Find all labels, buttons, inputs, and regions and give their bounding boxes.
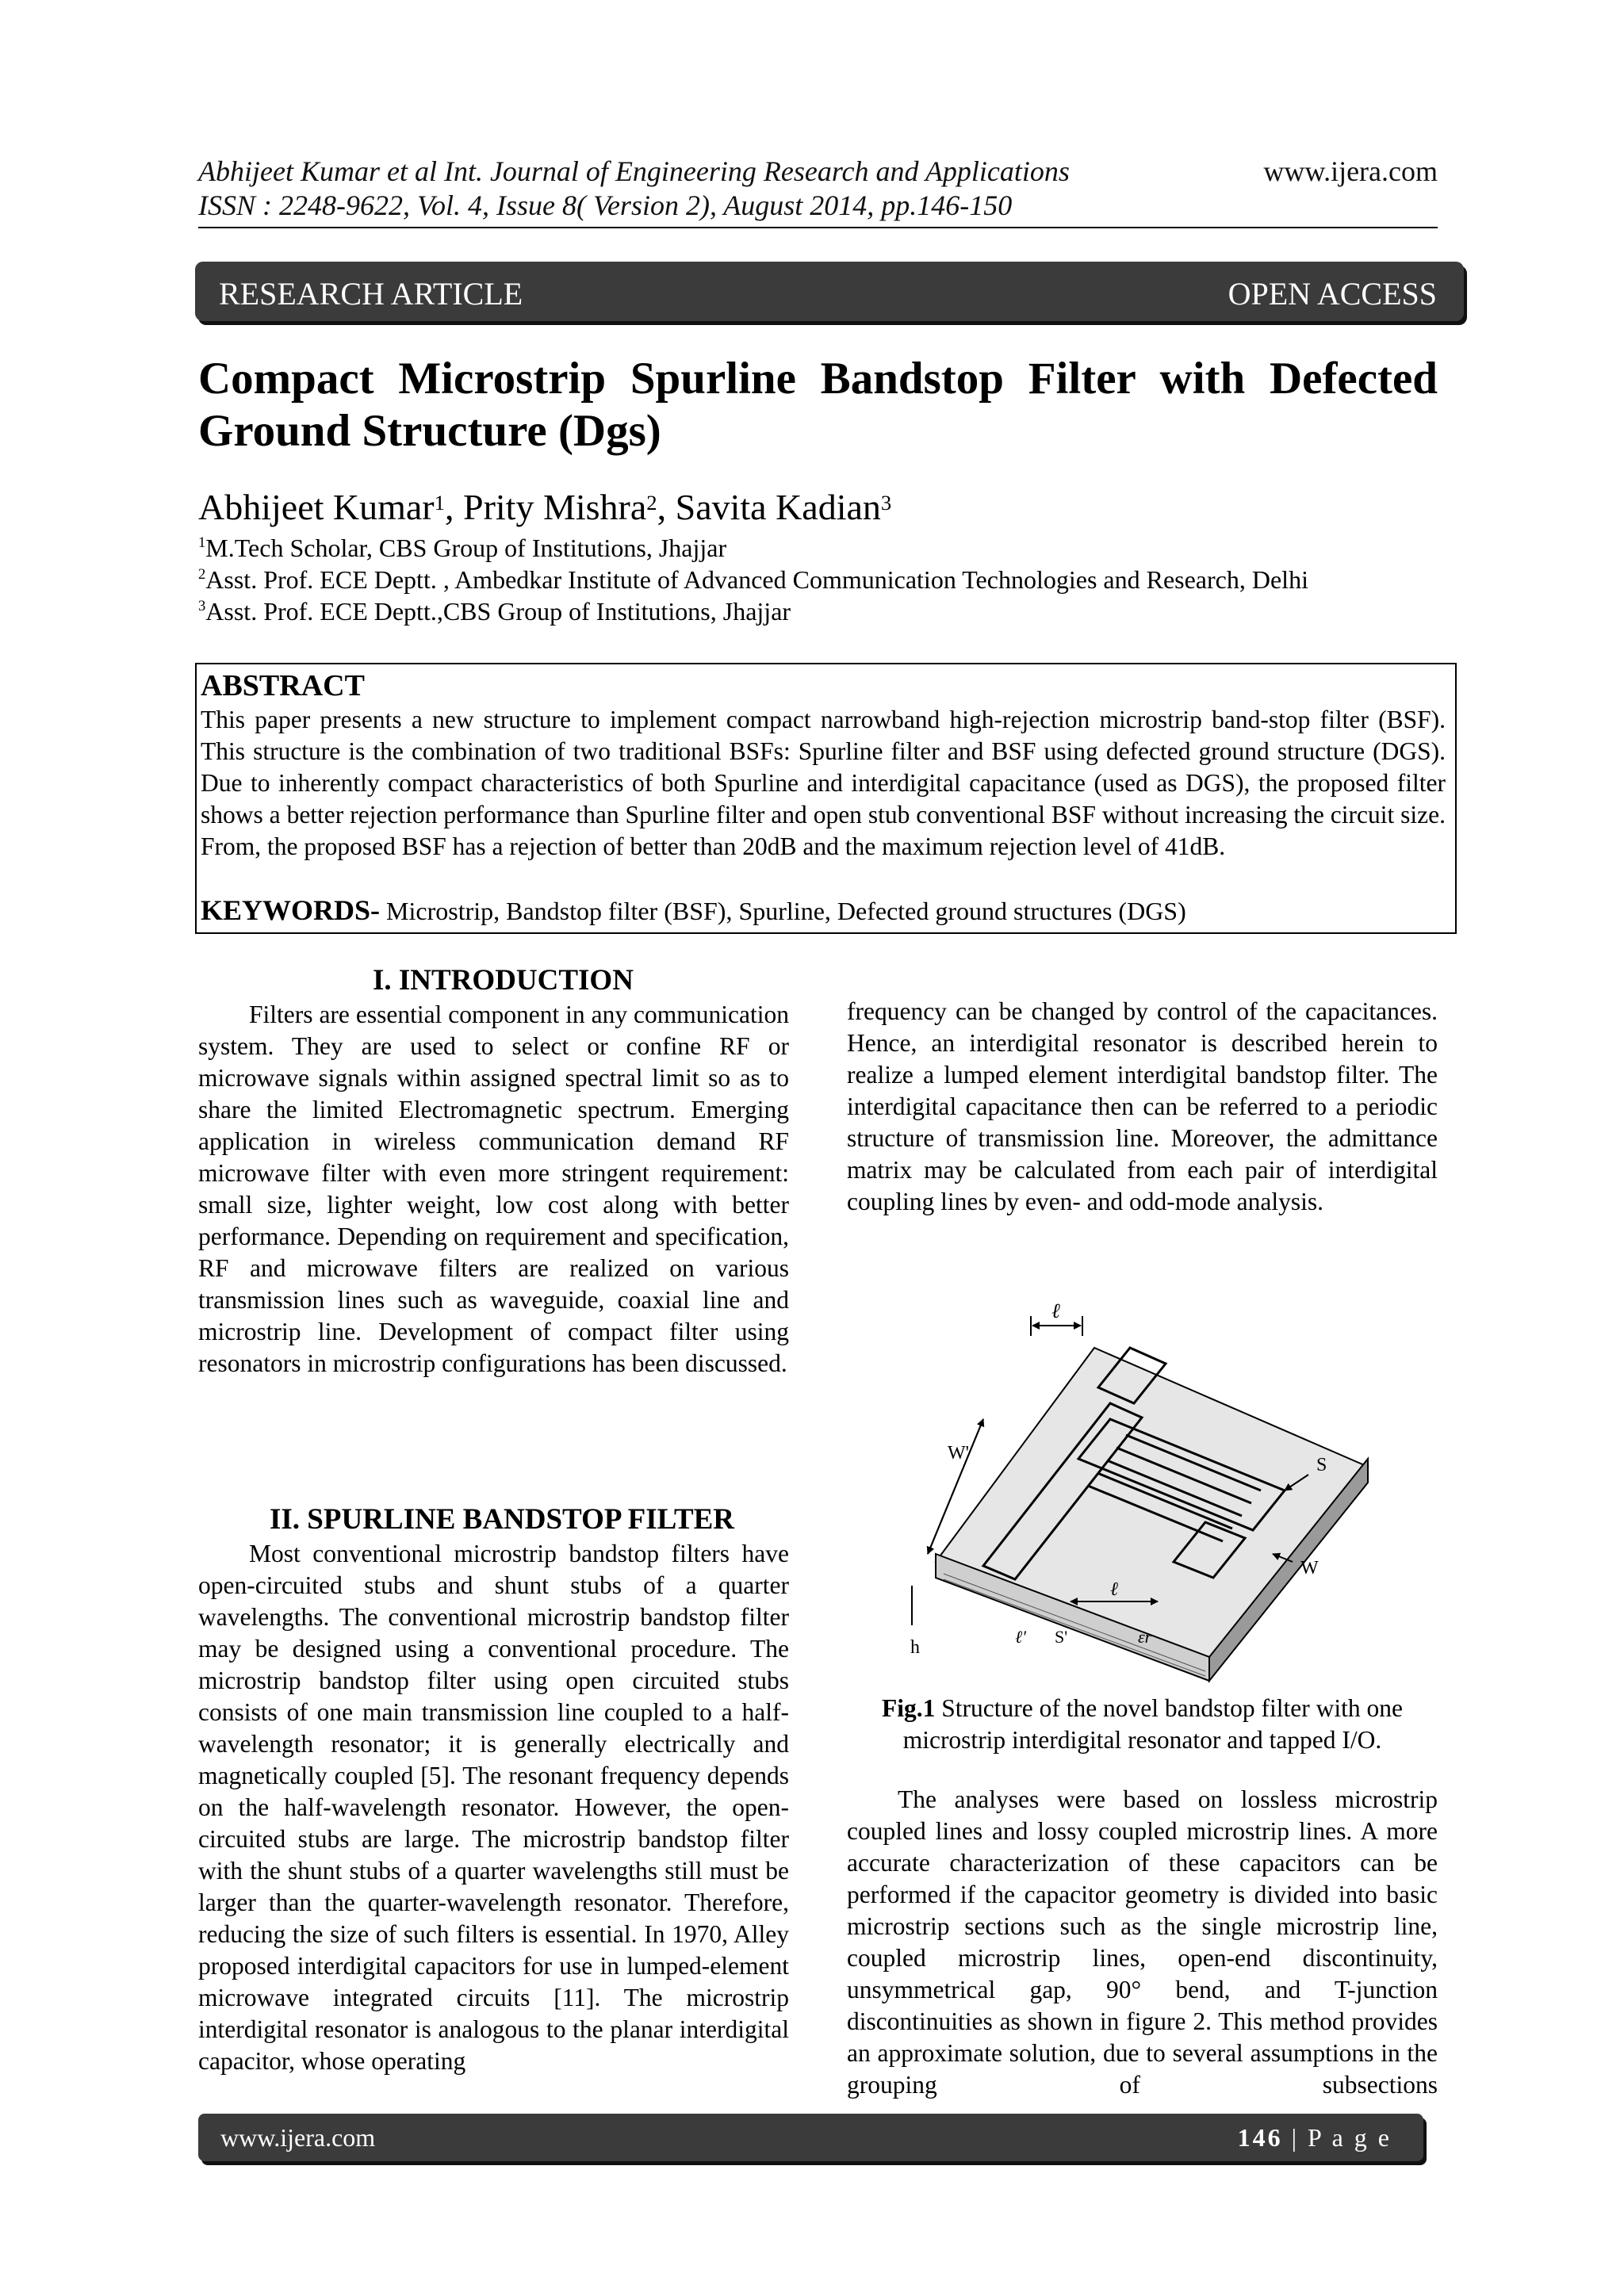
page-label: | P a g e xyxy=(1282,2123,1392,2152)
page-footer xyxy=(198,2114,1423,2161)
caption-text: Structure of the novel bandstop filter with one microstrip interdigital resonator and tapped I/O. xyxy=(902,1694,1403,1754)
article-type-banner xyxy=(195,262,1464,321)
author-sup: 3 xyxy=(880,491,892,515)
label-h: h xyxy=(910,1637,920,1658)
footer-page-number xyxy=(1238,2123,1392,2152)
header-website[interactable]: www.ijera.com xyxy=(1263,155,1438,187)
spurline-body xyxy=(198,1538,789,2077)
abstract-text: This paper presents a new structure to implement compact narrowband high-rejection microstrip band-stop filter (BSF). This structure is the combination of two traditional BSFs: Spurline filter and BSF using defected ground structure (DGS). Due to inherently compact characteristics of both Spurline and interdigital capacitance (used as DGS), the proposed filter shows a better rejection performance than Spurline filter and open stub conventional BSF without increasing the circuit size. From, the proposed BSF has a rejection of better than 20dB and the maximum rejection level of 41dB. xyxy=(201,706,1446,860)
journal-line-2: ISSN : 2248-9622, Vol. 4, Issue 8( Version 2), August 2014, pp.146-150 xyxy=(198,189,1013,221)
label-w: W xyxy=(1300,1558,1319,1578)
footer-website[interactable]: www.ijera.com xyxy=(220,2123,376,2152)
paper-title: Compact Microstrip Spurline Bandstop Filter with Defected Ground Structure (Dgs) xyxy=(198,354,1438,456)
label-l-top: ℓ xyxy=(1051,1299,1060,1322)
introduction-paragraph: Filters are essential component in any communication system. They are used to select or confine RF or microwave signals within assigned spectral limit so as to share the limited Electromagnetic spectrum. Emerging application in wireless communication demand RF microwave filter with even more stringent requirement: small size, lighter weight, low cost along with better performance. Depending on requirement and specification, RF and microwave filters are realized on various transmission lines such as waveguide, coaxial line and microstrip line. Development of compact filter using resonators in microstrip configurations has been discussed. xyxy=(198,1001,789,1377)
affiliation xyxy=(198,596,1467,626)
page-number: 146 xyxy=(1237,2123,1283,2152)
affiliation-text: M.Tech Scholar, CBS Group of Institutions, Jhajjar xyxy=(205,534,727,562)
journal-line-1: Abhijeet Kumar et al Int. Journal of Engineering Research and Applications xyxy=(198,155,1070,187)
label-s: S xyxy=(1316,1455,1327,1475)
label-l-prime: ℓ' xyxy=(1015,1627,1026,1647)
author-sup: 1 xyxy=(434,491,445,515)
label-l-bottom: ℓ xyxy=(1110,1579,1118,1600)
author-sup: 2 xyxy=(646,491,657,515)
banner-open-access: OPEN ACCESS xyxy=(1228,276,1437,312)
affiliation xyxy=(198,533,1467,563)
analysis-paragraph: The analyses were based on lossless microstrip coupled lines and lossy coupled microstrip lines. A more accurate characterization of these capacitors can be performed if the capacitor geometry is divided into basic microstrip sections such as the single microstrip line, coupled microstrip lines, open-end discontinuity, unsymmetrical gap, 90° bend, and T-junction discontinuities as shown in figure 2. This method provides an approximate solution, due to several assumptions in the grouping of subsections xyxy=(847,1785,1438,2099)
header-rule xyxy=(198,227,1438,228)
author-name: Savita Kadian xyxy=(675,487,881,527)
label-w-prime: W' xyxy=(948,1443,969,1464)
section-heading-introduction: I. INTRODUCTION xyxy=(373,964,634,997)
keywords-label: KEYWORDS- xyxy=(201,894,381,926)
affiliation xyxy=(198,564,1467,595)
label-s-prime: S' xyxy=(1055,1627,1068,1647)
caption-label: Fig.1 xyxy=(882,1694,936,1722)
keywords xyxy=(201,894,1454,927)
right-column-bottom xyxy=(847,1784,1438,2101)
section-heading-spurline: II. SPURLINE BANDSTOP FILTER xyxy=(270,1503,735,1536)
spurline-paragraph: Most conventional microstrip bandstop filters have open-circuited stubs and shunt stubs of a quarter wavelengths. The conventional microstrip bandstop filter may be designed using a conventional procedure. The microstrip bandstop filter using open circuited stubs consists of one main transmission line coupled to a half-wavelength resonator; it is generally electrically and magnetically coupled [5]. The resonant frequency depends on the half-wavelength resonator. However, the open-circuited stubs are large. The microstrip bandstop filter with the shunt stubs of a quarter wavelengths still must be larger than the quarter-wavelength resonator. Therefore, reducing the size of such filters is essential. In 1970, Alley proposed interdigital capacitors for use in lumped-element microwave integrated circuits [11]. The microstrip interdigital resonator is analogous to the planar interdigital capacitor, whose operating xyxy=(198,1540,789,2075)
running-header xyxy=(198,155,1438,223)
affiliation-sup: 1 xyxy=(198,534,206,551)
substrate-block xyxy=(936,1348,1368,1681)
affiliation-text: Asst. Prof. ECE Deptt.,CBS Group of Institutions, Jhajjar xyxy=(205,597,791,626)
author-name: Prity Mishra xyxy=(462,487,647,527)
introduction-body xyxy=(198,999,789,1380)
author-name: Abhijeet Kumar xyxy=(198,487,435,527)
right-column-top xyxy=(847,996,1438,1218)
figure-1-caption xyxy=(847,1693,1438,1756)
keywords-text: Microstrip, Bandstop filter (BSF), Spurline, Defected ground structures (DGS) xyxy=(386,897,1186,925)
figure-1-filter-structure xyxy=(912,1300,1404,1673)
abstract-heading: ABSTRACT xyxy=(201,669,365,702)
affiliation-sup: 3 xyxy=(198,598,206,614)
author-list: Abhijeet Kumar$^1$, Prity Mishra$^2$, Savita Kadian$^3$ xyxy=(198,487,892,527)
affiliation-text: Asst. Prof. ECE Deptt. , Ambedkar Institute of Advanced Communication Technologies and Research, Delhi xyxy=(205,565,1308,594)
banner-research-article: RESEARCH ARTICLE xyxy=(219,276,523,312)
affiliation-sup: 2 xyxy=(198,566,206,583)
continued-paragraph: frequency can be changed by control of the capacitances. Hence, an interdigital resonator is described herein to realize a lumped element interdigital bandstop filter. The interdigital capacitance then can be referred to a periodic structure of transmission line. Moreover, the admittance matrix may be calculated from each pair of interdigital coupling lines by even- and odd-mode analysis. xyxy=(847,997,1438,1215)
label-epsilon-r: εr xyxy=(1138,1627,1152,1647)
